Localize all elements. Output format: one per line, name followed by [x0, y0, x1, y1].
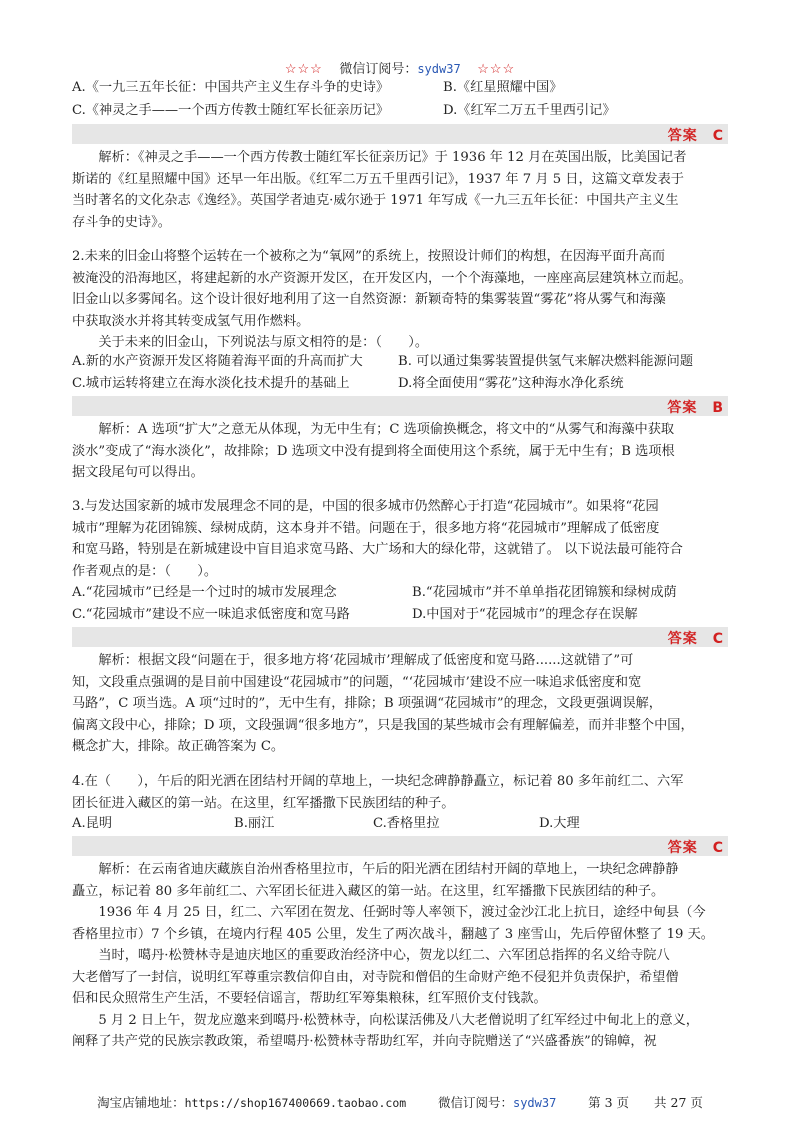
q2-stem	[72, 246, 692, 354]
q3-analysis-line: 解析：根据文段“问题在于，很多地方将‘花园城市’理解成了低密度和宽马路......这就错了”可	[72, 653, 634, 668]
q2-stem-line: 中获取淡水并将其转变成氢气用作燃料。	[72, 313, 310, 329]
q1-analysis-line: 当时著名的文化杂志《逸经》。英国学者迪克·威尔逊于 1971 年写成《一九三五年长征：中国共产主义生	[72, 193, 679, 208]
q4-analysis-line: 阐释了共产党的民族宗教政策，希望噶丹·松赞林寺帮助红军，并向寺院赠送了“兴盛番族”的锦幛，祝	[72, 1034, 657, 1049]
q1-analysis-line: 存斗争的史诗》。	[72, 214, 171, 230]
q2-option-d: D.将全面使用“雾花”这种海水净化系统	[398, 376, 624, 391]
header-label: 微信订阅号：	[339, 62, 418, 77]
header-stars-right: ☆☆☆	[477, 62, 516, 77]
q2-analysis-line: 淡水”变成了“海水淡化”，故排除；D 选项文中没有提到将全面使用这个系统，属于无中生有；B 选项根	[72, 443, 675, 459]
footer-shop-label: 淘宝店铺地址：	[97, 1095, 185, 1110]
q4-analysis-line: 5 月 2 日上午，贺龙应邀来到噶丹·松赞林寺，向松谋活佛及八大老僧说明了红军经过中甸北上的意义，	[72, 1012, 699, 1028]
q1-analysis-line: 斯诺的《红星照耀中国》还早一年出版。《红军二万五千里西引记》，1937 年 7 月 5 日，这篇文章发表于	[72, 171, 684, 187]
q3-option-d: D.中国对于“花园城市”的理念存在误解	[412, 607, 638, 622]
q3-option-a: A.“花园城市”已经是一个过时的城市发展理念	[72, 585, 337, 600]
q1-option-c: C.《神灵之手——一个西方传教士随红军长征亲历记》	[72, 103, 390, 118]
footer-shop-url[interactable]: https://shop167400669.taobao.com	[184, 1096, 407, 1110]
q2-analysis	[72, 419, 675, 484]
q4-option-d: D.大理	[539, 816, 580, 831]
q3-stem-line: 和宽马路，特别是在新城建设中盲目追求宽马路、大广场和大的绿化带，这就错了。 以下说法最可能符合	[72, 542, 683, 557]
q1-analysis-line: 解析：《神灵之手——一个西方传教士随红军长征亲历记》于 1936 年 12 月在英国出版，比美国记者	[72, 150, 687, 165]
q3-analysis-line: 马路”，C 项当选。A 项“过时的”，无中生有，排除；B 项强调“花园城市”的理念，文段更强调误解，	[72, 696, 662, 711]
q3-answer-bar	[72, 627, 728, 647]
q4-answer: 答案 C	[667, 840, 724, 856]
q4-stem	[72, 771, 683, 814]
q4-option-b: B.丽江	[234, 816, 275, 831]
q2-option-a: A.新的水产资源开发区将随着海平面的升高而扩大	[72, 354, 363, 369]
q2-option-c: C.城市运转将建立在海水淡化技术提升的基础上	[72, 376, 350, 391]
footer-wechat-label: 微信订阅号：	[437, 1095, 513, 1110]
q4-analysis-line: 1936 年 4 月 25 日，红二、六军团在贺龙、任弼时等人率领下，渡过金沙江北上抗日，途经中甸县（今	[72, 905, 706, 920]
q2-stem-line: 被淹没的沿海地区，将建起新的水产资源开发区，在开发区内，一个个海藻地，一座座高层建筑林立而起。	[72, 270, 692, 286]
q4-stem-line: 4.在（ ），午后的阳光洒在团结村开阔的草地上，一块纪念碑静静矗立，标记着 80 多年前红二、六军	[72, 774, 684, 789]
q3-stem-line: 城市”理解为花团锦簇、绿树成荫，这本身并不错。问题在于，很多地方将“花园城市”理解成了低密度	[72, 520, 660, 536]
q4-analysis-line: 大老僧写了一封信，说明红军尊重宗教信仰自由，对寺院和僧侣的生命财产绝不侵犯并负责保护，希望僧	[72, 969, 679, 985]
q3-answer: 答案 C	[667, 631, 724, 647]
q2-analysis-line: 解析：A 选项“扩大”之意无从体现，为无中生有；C 选项偷换概念，将文中的“从雾气和海藻中获取	[72, 422, 675, 437]
q4-analysis	[72, 859, 714, 1053]
q3-analysis	[72, 650, 694, 758]
q1-answer-bar	[72, 124, 728, 144]
q1-option-b: B.《红星照耀中国》	[443, 80, 563, 95]
q3-analysis-line: 概念扩大，排除。故正确答案为 C。	[72, 739, 285, 754]
q3-analysis-line: 知，文段重点强调的是目前中国建设“花园城市”的问题，“‘花园城市’建设不应一味追求低密度和宽	[72, 674, 642, 690]
q3-stem-line: 3.与发达国家新的城市发展理念不同的是，中国的很多城市仍然醉心于打造“花园城市”。如果将“花园	[72, 499, 659, 514]
q4-analysis-line: 香格里拉市）7 个乡镇，在境内行程 405 公里，发生了两次战斗，翻越了 3 座雪山，先后停留休整了 19 天。	[72, 926, 714, 942]
header-account: sydw37	[417, 62, 461, 76]
q3-option-b: B.“花园城市”并不单单指花团锦簇和绿树成荫	[412, 585, 677, 600]
q3-option-c: C.“花园城市”建设不应一味追求低密度和宽马路	[72, 607, 350, 622]
page-footer	[0, 1093, 800, 1111]
q1-option-d: D.《红军二万五千里西引记》	[443, 103, 616, 118]
q4-option-a: A.昆明	[72, 816, 113, 831]
q2-answer-bar	[72, 396, 728, 416]
q2-stem-line: 2.未来的旧金山将整个运转在一个被称之为“氧网”的系统上，按照设计师们的构想，在因海平面升高而	[72, 249, 666, 264]
q1-analysis	[72, 147, 686, 233]
q3-analysis-line: 偏离文段中心，排除；D 项，文段强调“很多地方”，只是我国的某些城市会有理解偏差，而并非整个中国，	[72, 717, 694, 733]
q3-stem-line: 作者观点的是：（ ）。	[72, 563, 218, 579]
q2-analysis-line: 据文段尾句可以得出。	[72, 465, 204, 480]
footer-wechat-account: sydw37	[512, 1096, 557, 1110]
q1-answer: 答案 C	[667, 128, 724, 144]
q4-analysis-line: 解析：在云南省迪庆藏族自治州香格里拉市，午后的阳光洒在团结村开阔的草地上，一块纪念碑静静	[72, 862, 679, 877]
footer-page-number: 第 3 页 共 27 页	[588, 1095, 703, 1110]
q4-option-c: C.香格里拉	[373, 816, 440, 831]
page-header	[0, 58, 800, 77]
q2-stem-line: 旧金山以多雾闻名。这个设计很好地利用了这一自然资源：新颖奇特的集雾装置“雾花”将从雾气和海藻	[72, 292, 666, 307]
q3-stem	[72, 496, 683, 582]
q2-answer: 答案 B	[667, 400, 724, 416]
q4-analysis-line: 矗立，标记着 80 多年前红二、六军团长征进入藏区的第一站。在这里，红军播撒下民族团结的种子。	[72, 883, 665, 899]
q1-option-a: A.《一九三五年长征：中国共产主义生存斗争的史诗》	[72, 80, 390, 95]
q4-stem-line: 团长征进入藏区的第一站。在这里，红军播撒下民族团结的种子。	[72, 795, 455, 811]
q4-answer-bar	[72, 836, 728, 856]
q4-analysis-line: 侣和民众照常生产生活，不要轻信谣言，帮助红军筹集粮秣，红军照价支付钱款。	[72, 991, 547, 1006]
q4-analysis-line: 当时，噶丹·松赞林寺是迪庆地区的重要政治经济中心，贺龙以红二、六军团总指挥的名义给寺院八	[72, 948, 670, 963]
q2-stem-line: 关于未来的旧金山，下列说法与原文相符的是：（ ）。	[72, 335, 429, 350]
q2-option-b: B. 可以通过集雾装置提供氢气来解决燃料能源问题	[398, 354, 694, 369]
header-stars-left: ☆☆☆	[284, 62, 323, 77]
